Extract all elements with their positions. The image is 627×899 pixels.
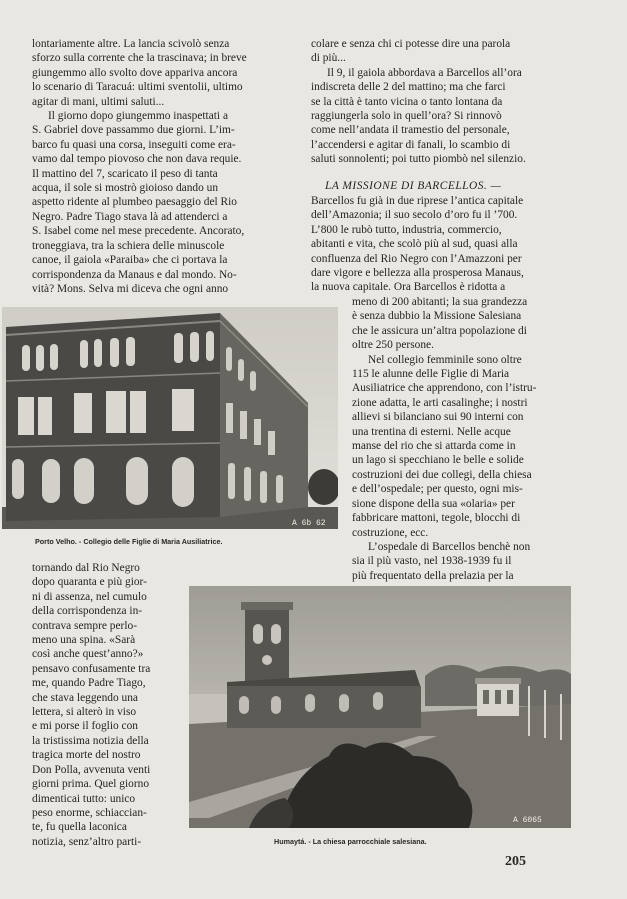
text-line: barco fu quasi una corsa, inseguiti come era- xyxy=(32,138,236,151)
text-line: Il 9, il gaiola abbordava a Barcellos all’ora xyxy=(327,66,522,79)
text-line: dopo quaranta e più gior- xyxy=(32,576,147,589)
text-line: agitar di mani, ultimi saluti... xyxy=(32,95,165,108)
text-line: Negro. Padre Tiago stava là ad attenderci a xyxy=(32,210,228,223)
text-line: contrava sempre perlo- xyxy=(32,619,137,632)
text-line: S. Gabriel dove passammo due giorni. L’im- xyxy=(32,124,235,137)
text-line: costruzione, ecc. xyxy=(352,526,429,539)
text-line: Don Polla, avvenuta venti xyxy=(32,763,151,776)
text-line: costruzioni dei due collegi, della chiesa xyxy=(352,468,532,481)
text-line: saluti sonnolenti; poi tutto piombò nel silenzio. xyxy=(311,153,526,166)
text-line: indiscreta delle 2 del mattino; ma che farci xyxy=(311,81,506,94)
college-building-image xyxy=(2,307,338,529)
text-line: sia il più vasto, nel 1938-1939 fu il xyxy=(352,555,512,568)
text-line: confluenza del Rio Negro con l’Amazzoni per xyxy=(311,252,522,265)
text-line: tornando dal Rio Negro xyxy=(32,562,140,574)
text-line: canoe, il gaiola «Paraiba» che ci portava la xyxy=(32,254,228,267)
text-line: come nell’andata il tramestio del personale, xyxy=(311,124,510,137)
page-number: 205 xyxy=(505,854,526,869)
text-line: allievi si bilanciano sui 90 interni con xyxy=(352,411,524,424)
section-heading: LA MISSIONE DI BARCELLOS. — xyxy=(325,180,502,192)
text-line: meno di 200 abitanti; la sua grandezza xyxy=(352,296,528,308)
text-line: me, quando Padre Tiago, xyxy=(32,677,146,690)
text-line: giorni prima. Quel giorno xyxy=(32,778,150,791)
text-line: meno una spina. «Sarà xyxy=(32,634,136,647)
left-column-bottom xyxy=(32,561,175,849)
text-line: manse del rio che si attarda come in xyxy=(352,440,516,453)
text-line: zione adatta, le arti casalinghe; i nostri xyxy=(352,396,528,409)
text-line: raggiungerla solo in quell’ora? Si rinnovò xyxy=(311,110,502,123)
text-line: Barcellos fu già in due riprese l’antica capitale xyxy=(311,195,524,207)
text-line: acqua, il sole si mostrò gioioso dando un xyxy=(32,182,219,195)
text-line: Il mattino del 7, scaricato il peso di tanta xyxy=(32,167,218,180)
text-line: notizia, senz’altro parti- xyxy=(32,835,142,848)
text-line: giungemmo allo svolto dove appariva ancora xyxy=(32,66,238,79)
text-line: 115 le alunne delle Figlie di Maria xyxy=(352,368,510,381)
photo-humayta-church xyxy=(189,586,571,828)
right-column-top xyxy=(311,37,570,167)
text-line: oltre 250 persone. xyxy=(352,339,434,352)
text-line: S. Isabel come nel mese precedente. Ancorato, xyxy=(32,225,245,238)
photo2-caption: Humaytá. - La chiesa parrocchiale salesiana. xyxy=(274,837,427,846)
right-column-section xyxy=(311,194,570,295)
text-line: così anche quest’anno?» xyxy=(32,648,144,661)
text-line: colare e senza chi ci potesse dire una parola xyxy=(311,38,511,50)
photo1-negative-number: A 6b 62 xyxy=(292,519,326,528)
text-line: vamo dal tempo piovoso che non dava requie. xyxy=(32,153,242,166)
photo2-negative-number: A 6065 xyxy=(513,816,542,825)
text-line: un lago si specchiano le belle e solide xyxy=(352,454,524,467)
text-line: sforzo sulla corrente che la trascinava; in breve xyxy=(32,52,247,65)
text-line: più frequentato della prelazia per la xyxy=(352,569,514,582)
right-column-narrow xyxy=(352,295,570,583)
text-line: Nel collegio femminile sono oltre xyxy=(368,353,522,366)
text-line: la tristissima notizia della xyxy=(32,734,149,747)
text-line: dare vigore e bellezza alla prosperosa Manaus, xyxy=(311,267,524,280)
text-line: l’accendersi e agitar di fanali, lo scambio di xyxy=(311,138,511,151)
text-line: dell’Amazonia; il suo secolo d’oro fu il ’700. xyxy=(311,209,518,222)
photo1-caption: Porto Velho. - Collegio delle Figlie di Maria Ausiliatrice. xyxy=(35,537,223,546)
text-line: che le assicura un’altra popolazione di xyxy=(352,324,527,337)
text-line: che stava leggendo una xyxy=(32,691,138,704)
text-line: fabbricare mattoni, tegole, blocchi di xyxy=(352,512,521,525)
text-line: corrispondenza da Manaus e dal mondo. No- xyxy=(32,268,237,281)
photo-porto-velho-college xyxy=(2,307,338,529)
text-line: lo scenario di Taracuá: ultimi sventolii, ultimo xyxy=(32,81,243,94)
text-line: dimenticai tutto: unico xyxy=(32,792,136,805)
left-column-top xyxy=(32,37,294,296)
text-line: la nuova capitale. Ora Barcellos è ridotta a xyxy=(311,281,506,294)
text-line: aspetto ridente al plumbeo paesaggio del Rio xyxy=(32,196,237,209)
text-line: pensavo confusamente tra xyxy=(32,662,151,675)
text-line: troneggiava, tra la schiera delle minuscole xyxy=(32,239,225,252)
text-line: te, fu quella laconica xyxy=(32,821,127,834)
text-line: e dell’ospedale; per questo, ogni mis- xyxy=(352,483,523,496)
text-line: lontariamente altre. La lancia scivolò senza xyxy=(32,38,230,50)
text-line: e mi porse il foglio con xyxy=(32,720,138,733)
text-line: abitanti e vita, che scolò più al sud, quasi alla xyxy=(311,238,518,251)
text-line: di più... xyxy=(311,52,346,65)
text-line: L’800 le rubò tutto, industria, commercio, xyxy=(311,223,502,236)
text-line: lettera, si alterò in viso xyxy=(32,706,137,719)
text-line: sione dispone della sua «olaria» per xyxy=(352,497,515,510)
text-line: della corrispondenza in- xyxy=(32,605,143,618)
text-line: ni di assenza, nel cumulo xyxy=(32,590,147,603)
text-line: Il giorno dopo giungemmo inaspettati a xyxy=(48,110,229,123)
text-line: è senza dubbio la Missione Salesiana xyxy=(352,310,522,323)
text-line: Ausiliatrice che apprendono, con l’istru- xyxy=(352,382,537,395)
text-line: se la città è tanto vicina o tanto lontana da xyxy=(311,95,503,108)
text-line: peso enorme, schiaccian- xyxy=(32,806,147,819)
text-line: vità? Mons. Selva mi diceva che ogni anno xyxy=(32,282,229,295)
text-line: tragica morte del nostro xyxy=(32,749,141,762)
text-line: L’ospedale di Barcellos benchè non xyxy=(368,540,531,553)
text-line: una trentina di esterni. Nelle acque xyxy=(352,425,511,438)
church-image xyxy=(189,586,571,828)
